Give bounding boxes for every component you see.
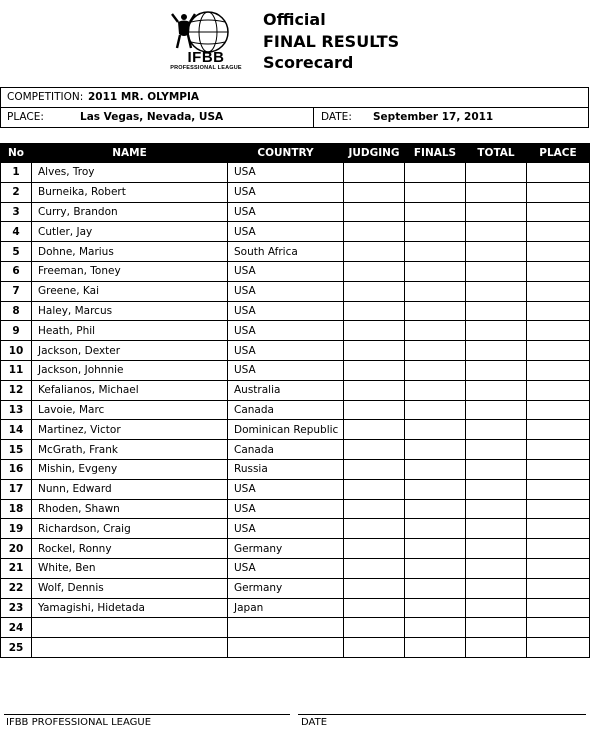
table-row bbox=[1, 202, 590, 222]
table-row bbox=[1, 400, 590, 420]
cell-name: Rockel, Ronny bbox=[32, 539, 228, 559]
footer-league-label: IFBB PROFESSIONAL LEAGUE bbox=[6, 717, 152, 728]
cell-country: Dominican Republic bbox=[228, 420, 344, 440]
cell-country: Russia bbox=[228, 459, 344, 479]
cell-total bbox=[466, 321, 527, 341]
cell-judging bbox=[344, 578, 405, 598]
table-row bbox=[1, 558, 590, 578]
cell-country: USA bbox=[228, 301, 344, 321]
cell-name bbox=[32, 618, 228, 638]
cell-finals bbox=[405, 459, 466, 479]
cell-place bbox=[527, 360, 590, 380]
cell-no: 18 bbox=[1, 499, 32, 519]
title-line-2: FINAL RESULTS bbox=[263, 31, 400, 51]
cell-finals bbox=[405, 479, 466, 499]
signature-line-date bbox=[298, 714, 586, 715]
cell-name: Kefalianos, Michael bbox=[32, 380, 228, 400]
table-row bbox=[1, 539, 590, 559]
table-row bbox=[1, 598, 590, 618]
cell-finals bbox=[405, 360, 466, 380]
cell-judging bbox=[344, 539, 405, 559]
column-header-total: TOTAL bbox=[466, 144, 527, 163]
logo-main-text: IFBB bbox=[187, 49, 225, 66]
cell-judging bbox=[344, 638, 405, 658]
cell-place bbox=[527, 242, 590, 262]
table-row bbox=[1, 380, 590, 400]
cell-total bbox=[466, 440, 527, 460]
cell-finals bbox=[405, 400, 466, 420]
cell-no: 14 bbox=[1, 420, 32, 440]
table-header-row bbox=[1, 144, 590, 163]
cell-judging bbox=[344, 380, 405, 400]
cell-place bbox=[527, 499, 590, 519]
cell-judging bbox=[344, 163, 405, 183]
cell-no: 25 bbox=[1, 638, 32, 658]
cell-finals bbox=[405, 638, 466, 658]
cell-total bbox=[466, 341, 527, 361]
table-row bbox=[1, 578, 590, 598]
logo-sub-text: PROFESSIONAL LEAGUE bbox=[170, 65, 242, 71]
cell-no: 8 bbox=[1, 301, 32, 321]
cell-finals bbox=[405, 578, 466, 598]
cell-no: 20 bbox=[1, 539, 32, 559]
cell-total bbox=[466, 202, 527, 222]
cell-place bbox=[527, 301, 590, 321]
cell-place bbox=[527, 380, 590, 400]
cell-judging bbox=[344, 519, 405, 539]
cell-no: 5 bbox=[1, 242, 32, 262]
cell-no: 22 bbox=[1, 578, 32, 598]
place-value: Las Vegas, Nevada, USA bbox=[80, 111, 224, 123]
cell-finals bbox=[405, 242, 466, 262]
cell-country: USA bbox=[228, 163, 344, 183]
cell-name: McGrath, Frank bbox=[32, 440, 228, 460]
cell-place bbox=[527, 539, 590, 559]
cell-place bbox=[527, 182, 590, 202]
table-row bbox=[1, 321, 590, 341]
cell-no: 7 bbox=[1, 281, 32, 301]
cell-total bbox=[466, 598, 527, 618]
column-header-judging: JUDGING bbox=[344, 144, 405, 163]
cell-country: USA bbox=[228, 360, 344, 380]
table-row bbox=[1, 519, 590, 539]
cell-judging bbox=[344, 301, 405, 321]
cell-country: USA bbox=[228, 202, 344, 222]
cell-country: USA bbox=[228, 519, 344, 539]
cell-total bbox=[466, 163, 527, 183]
competition-label: COMPETITION: bbox=[7, 91, 84, 103]
cell-name: Freeman, Toney bbox=[32, 261, 228, 281]
table-row bbox=[1, 182, 590, 202]
cell-total bbox=[466, 638, 527, 658]
cell-no: 2 bbox=[1, 182, 32, 202]
place-date-row bbox=[0, 107, 589, 128]
cell-total bbox=[466, 242, 527, 262]
cell-judging bbox=[344, 479, 405, 499]
cell-country bbox=[228, 618, 344, 638]
cell-country: USA bbox=[228, 261, 344, 281]
cell-judging bbox=[344, 360, 405, 380]
cell-country: Germany bbox=[228, 539, 344, 559]
cell-judging bbox=[344, 558, 405, 578]
cell-name: Yamagishi, Hidetada bbox=[32, 598, 228, 618]
cell-place bbox=[527, 163, 590, 183]
cell-country: South Africa bbox=[228, 242, 344, 262]
page-title bbox=[263, 9, 399, 74]
cell-name: Jackson, Johnnie bbox=[32, 360, 228, 380]
cell-country bbox=[228, 638, 344, 658]
cell-name: Cutler, Jay bbox=[32, 222, 228, 242]
cell-total bbox=[466, 420, 527, 440]
competition-value: 2011 MR. OLYMPIA bbox=[88, 91, 200, 103]
cell-name: Wolf, Dennis bbox=[32, 578, 228, 598]
cell-name: Burneika, Robert bbox=[32, 182, 228, 202]
cell-no: 21 bbox=[1, 558, 32, 578]
cell-no: 16 bbox=[1, 459, 32, 479]
cell-place bbox=[527, 281, 590, 301]
cell-total bbox=[466, 400, 527, 420]
cell-country: Australia bbox=[228, 380, 344, 400]
cell-finals bbox=[405, 539, 466, 559]
cell-finals bbox=[405, 261, 466, 281]
cell-judging bbox=[344, 618, 405, 638]
cell-finals bbox=[405, 618, 466, 638]
cell-finals bbox=[405, 182, 466, 202]
cell-judging bbox=[344, 202, 405, 222]
cell-country: Germany bbox=[228, 578, 344, 598]
cell-place bbox=[527, 578, 590, 598]
cell-place bbox=[527, 598, 590, 618]
cell-finals bbox=[405, 558, 466, 578]
cell-country: Japan bbox=[228, 598, 344, 618]
cell-no: 11 bbox=[1, 360, 32, 380]
cell-name: Dohne, Marius bbox=[32, 242, 228, 262]
column-header-place: PLACE bbox=[527, 144, 590, 163]
cell-no: 1 bbox=[1, 163, 32, 183]
cell-no: 4 bbox=[1, 222, 32, 242]
cell-total bbox=[466, 380, 527, 400]
table-row bbox=[1, 222, 590, 242]
table-row bbox=[1, 261, 590, 281]
cell-name: Jackson, Dexter bbox=[32, 341, 228, 361]
table-row bbox=[1, 618, 590, 638]
cell-name: Haley, Marcus bbox=[32, 301, 228, 321]
cell-place bbox=[527, 420, 590, 440]
cell-total bbox=[466, 182, 527, 202]
cell-country: USA bbox=[228, 479, 344, 499]
cell-finals bbox=[405, 598, 466, 618]
cell-name: Nunn, Edward bbox=[32, 479, 228, 499]
cell-place bbox=[527, 341, 590, 361]
place-date-divider bbox=[313, 108, 314, 127]
cell-total bbox=[466, 558, 527, 578]
cell-judging bbox=[344, 261, 405, 281]
table-row bbox=[1, 479, 590, 499]
column-header-name: NAME bbox=[32, 144, 228, 163]
cell-place bbox=[527, 202, 590, 222]
cell-total bbox=[466, 360, 527, 380]
cell-total bbox=[466, 499, 527, 519]
table-row bbox=[1, 420, 590, 440]
cell-place bbox=[527, 558, 590, 578]
cell-place bbox=[527, 400, 590, 420]
cell-place bbox=[527, 519, 590, 539]
cell-country: USA bbox=[228, 281, 344, 301]
cell-finals bbox=[405, 163, 466, 183]
cell-no: 17 bbox=[1, 479, 32, 499]
title-line-3: Scorecard bbox=[263, 53, 354, 72]
column-header-country: COUNTRY bbox=[228, 144, 344, 163]
cell-name: Richardson, Craig bbox=[32, 519, 228, 539]
cell-name: White, Ben bbox=[32, 558, 228, 578]
cell-judging bbox=[344, 321, 405, 341]
table-row bbox=[1, 341, 590, 361]
table-row bbox=[1, 499, 590, 519]
cell-country: Canada bbox=[228, 400, 344, 420]
table-row bbox=[1, 638, 590, 658]
cell-finals bbox=[405, 341, 466, 361]
cell-place bbox=[527, 459, 590, 479]
cell-no: 13 bbox=[1, 400, 32, 420]
cell-finals bbox=[405, 420, 466, 440]
footer-date-label: DATE bbox=[301, 717, 328, 728]
cell-name: Heath, Phil bbox=[32, 321, 228, 341]
cell-total bbox=[466, 578, 527, 598]
cell-no: 19 bbox=[1, 519, 32, 539]
cell-place bbox=[527, 261, 590, 281]
cell-total bbox=[466, 301, 527, 321]
cell-judging bbox=[344, 440, 405, 460]
cell-finals bbox=[405, 380, 466, 400]
cell-no: 9 bbox=[1, 321, 32, 341]
table-row bbox=[1, 281, 590, 301]
cell-judging bbox=[344, 420, 405, 440]
cell-finals bbox=[405, 301, 466, 321]
place-label: PLACE: bbox=[7, 111, 44, 123]
cell-total bbox=[466, 618, 527, 638]
cell-judging bbox=[344, 341, 405, 361]
cell-place bbox=[527, 479, 590, 499]
logo-text bbox=[168, 50, 244, 72]
cell-total bbox=[466, 479, 527, 499]
table-row bbox=[1, 242, 590, 262]
cell-name bbox=[32, 638, 228, 658]
title-line-1: Official bbox=[263, 10, 326, 29]
cell-total bbox=[466, 519, 527, 539]
cell-name: Mishin, Evgeny bbox=[32, 459, 228, 479]
cell-total bbox=[466, 261, 527, 281]
cell-place bbox=[527, 618, 590, 638]
results-table bbox=[0, 143, 590, 658]
column-header-finals: FINALS bbox=[405, 144, 466, 163]
cell-no: 12 bbox=[1, 380, 32, 400]
cell-no: 23 bbox=[1, 598, 32, 618]
cell-judging bbox=[344, 598, 405, 618]
cell-name: Alves, Troy bbox=[32, 163, 228, 183]
table-row bbox=[1, 301, 590, 321]
cell-name: Curry, Brandon bbox=[32, 202, 228, 222]
cell-finals bbox=[405, 519, 466, 539]
cell-place bbox=[527, 638, 590, 658]
table-row bbox=[1, 459, 590, 479]
column-header-no: No bbox=[1, 144, 32, 163]
cell-country: USA bbox=[228, 182, 344, 202]
cell-country: USA bbox=[228, 341, 344, 361]
cell-finals bbox=[405, 281, 466, 301]
cell-total bbox=[466, 281, 527, 301]
cell-no: 15 bbox=[1, 440, 32, 460]
table-row bbox=[1, 163, 590, 183]
cell-judging bbox=[344, 400, 405, 420]
cell-finals bbox=[405, 499, 466, 519]
cell-judging bbox=[344, 242, 405, 262]
cell-finals bbox=[405, 202, 466, 222]
cell-total bbox=[466, 539, 527, 559]
cell-finals bbox=[405, 321, 466, 341]
cell-country: USA bbox=[228, 222, 344, 242]
cell-country: USA bbox=[228, 321, 344, 341]
cell-name: Rhoden, Shawn bbox=[32, 499, 228, 519]
cell-no: 3 bbox=[1, 202, 32, 222]
cell-finals bbox=[405, 440, 466, 460]
cell-name: Martinez, Victor bbox=[32, 420, 228, 440]
date-value: September 17, 2011 bbox=[373, 111, 494, 123]
cell-no: 10 bbox=[1, 341, 32, 361]
cell-name: Greene, Kai bbox=[32, 281, 228, 301]
cell-place bbox=[527, 222, 590, 242]
cell-name: Lavoie, Marc bbox=[32, 400, 228, 420]
cell-judging bbox=[344, 499, 405, 519]
cell-judging bbox=[344, 281, 405, 301]
table-row bbox=[1, 360, 590, 380]
cell-total bbox=[466, 459, 527, 479]
cell-place bbox=[527, 321, 590, 341]
cell-no: 6 bbox=[1, 261, 32, 281]
signature-line-league bbox=[4, 714, 290, 715]
cell-judging bbox=[344, 182, 405, 202]
table-row bbox=[1, 440, 590, 460]
cell-country: USA bbox=[228, 558, 344, 578]
date-label: DATE: bbox=[321, 111, 352, 123]
cell-no: 24 bbox=[1, 618, 32, 638]
cell-country: USA bbox=[228, 499, 344, 519]
cell-total bbox=[466, 222, 527, 242]
cell-judging bbox=[344, 222, 405, 242]
cell-country: Canada bbox=[228, 440, 344, 460]
competition-row bbox=[0, 87, 589, 108]
cell-finals bbox=[405, 222, 466, 242]
cell-judging bbox=[344, 459, 405, 479]
cell-place bbox=[527, 440, 590, 460]
